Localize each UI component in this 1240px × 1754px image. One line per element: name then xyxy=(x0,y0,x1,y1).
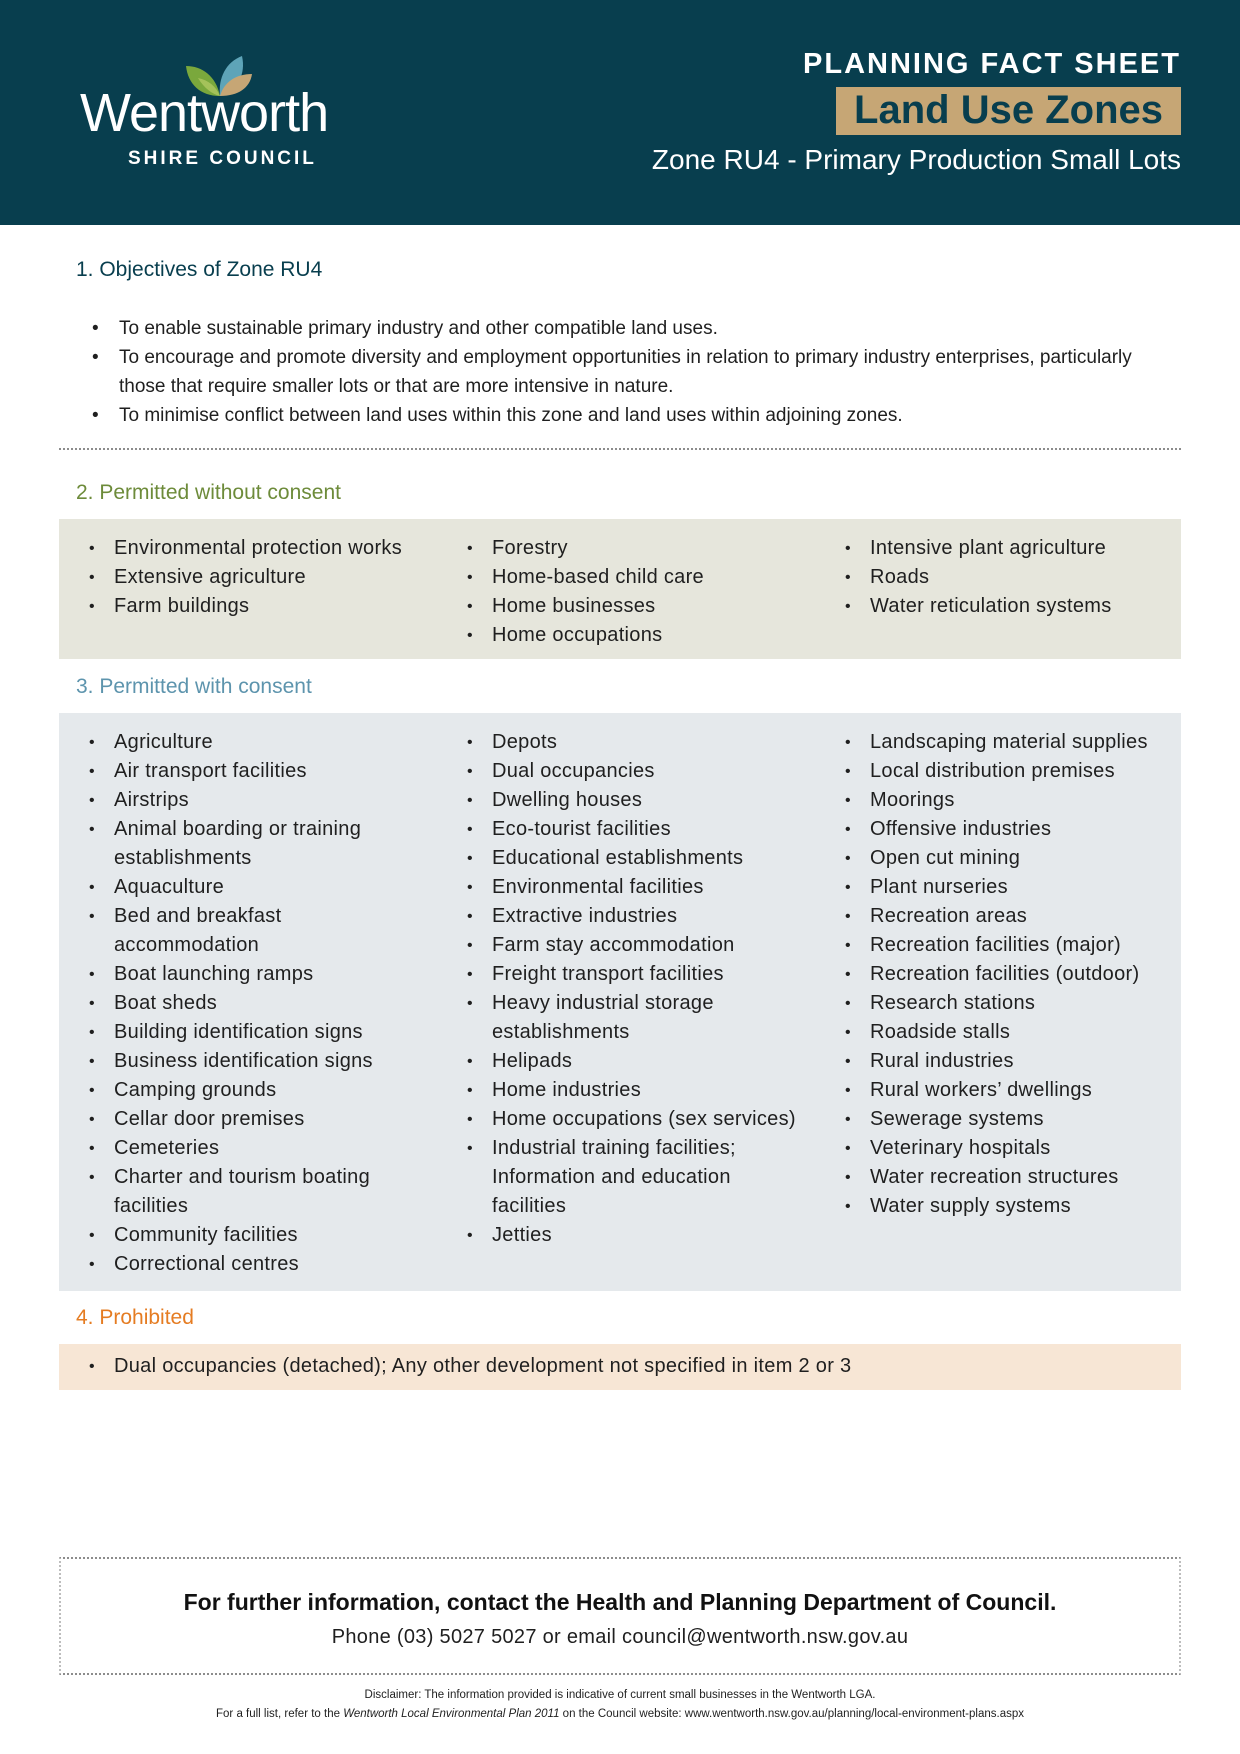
list-item: • Freight transport facilities xyxy=(467,960,807,989)
list-item: • Farm buildings xyxy=(89,592,419,621)
lep-title: Wentworth Local Environmental Plan 2011 xyxy=(343,1708,560,1720)
list-item: • Research stations xyxy=(845,989,1175,1018)
list-item: • To enable sustainable primary industry and other compatible land uses. xyxy=(92,314,1152,343)
list-item: • Industrial training facilities; Information and education facilities xyxy=(467,1134,807,1221)
without-consent-col-1 xyxy=(89,534,419,621)
list-item: • Cemeteries xyxy=(89,1134,419,1163)
list-item: • Extensive agriculture xyxy=(89,563,419,592)
list-item: • Dwelling houses xyxy=(467,786,807,815)
list-item: • Depots xyxy=(467,728,807,757)
list-item: • Home-based child care xyxy=(467,563,807,592)
list-item: • Water supply systems xyxy=(845,1192,1175,1221)
prohibited-panel xyxy=(59,1344,1181,1390)
list-item: • Recreation facilities (outdoor) xyxy=(845,960,1175,989)
zone-subtitle: Zone RU4 - Primary Production Small Lots xyxy=(651,144,1181,175)
list-item: • Jetties xyxy=(467,1221,807,1250)
list-item: • Bed and breakfast accommodation xyxy=(89,902,419,960)
list-item: • Building identification signs xyxy=(89,1018,419,1047)
list-item: • Veterinary hospitals xyxy=(845,1134,1175,1163)
list-item: • To minimise conflict between land uses within this zone and land uses within adjoining zones. xyxy=(92,401,1152,430)
list-item: • Local distribution premises xyxy=(845,757,1175,786)
list-item: • Business identification signs xyxy=(89,1047,419,1076)
with-consent-heading: 3. Permitted with consent xyxy=(76,675,312,698)
disclaimer-line-1: Disclaimer: The information provided is indicative of current small businesses in the Wentworth LGA. xyxy=(364,1689,876,1701)
list-item: • Dual occupancies xyxy=(467,757,807,786)
list-item: • Animal boarding or training establishments xyxy=(89,815,419,873)
list-item: • Landscaping material supplies xyxy=(845,728,1175,757)
objectives-heading: 1. Objectives of Zone RU4 xyxy=(76,258,323,281)
list-item: • Home businesses xyxy=(467,592,807,621)
list-item: • Airstrips xyxy=(89,786,419,815)
council-website-text: on the Council website: www.wentworth.nsw.gov.au/planning/local-environment-plans.aspx xyxy=(559,1708,1024,1720)
list-item: • Plant nurseries xyxy=(845,873,1175,902)
list-item: • Moorings xyxy=(845,786,1175,815)
without-consent-panel xyxy=(59,519,1181,659)
list-item: • Aquaculture xyxy=(89,873,419,902)
list-item: • Roads xyxy=(845,563,1175,592)
list-item: • Intensive plant agriculture xyxy=(845,534,1175,563)
land-use-zones-title: Land Use Zones xyxy=(836,87,1181,135)
list-item: • Camping grounds xyxy=(89,1076,419,1105)
list-item: • Home occupations xyxy=(467,621,807,650)
list-item: • Boat sheds xyxy=(89,989,419,1018)
list-item: • Home occupations (sex services) xyxy=(467,1105,807,1134)
without-consent-col-2 xyxy=(467,534,807,650)
contact-details: Phone (03) 5027 5027 or email council@wentworth.nsw.gov.au xyxy=(331,1626,909,1648)
list-item: • Eco-tourist facilities xyxy=(467,815,807,844)
council-logo xyxy=(80,52,380,182)
prohibited-list xyxy=(89,1352,1169,1381)
objectives-list xyxy=(92,314,1152,430)
logo-wordmark: Wentworth xyxy=(80,83,329,143)
prohibited-heading: 4. Prohibited xyxy=(76,1306,194,1329)
with-consent-panel xyxy=(59,713,1181,1291)
header-banner xyxy=(0,0,1240,225)
list-item: • Dual occupancies (detached); Any other development not specified in item 2 or 3 xyxy=(89,1352,1169,1381)
list-item: • Recreation areas xyxy=(845,902,1175,931)
list-item: • Rural industries xyxy=(845,1047,1175,1076)
section-divider xyxy=(59,448,1181,450)
list-item: • Recreation facilities (major) xyxy=(845,931,1175,960)
disclaimer-line-2 xyxy=(0,1705,1240,1724)
list-item: • Forestry xyxy=(467,534,807,563)
contact-heading: For further information, contact the Health and Planning Department of Council. xyxy=(183,1589,1057,1615)
fact-sheet-title: PLANNING FACT SHEET xyxy=(803,48,1181,80)
list-item: • Rural workers’ dwellings xyxy=(845,1076,1175,1105)
list-item: • Open cut mining xyxy=(845,844,1175,873)
without-consent-col-3 xyxy=(845,534,1175,621)
list-item: • Roadside stalls xyxy=(845,1018,1175,1047)
list-item: • Heavy industrial storage establishments xyxy=(467,989,807,1047)
with-consent-col-3 xyxy=(845,728,1175,1221)
contact-box xyxy=(59,1557,1181,1675)
list-item: • Farm stay accommodation xyxy=(467,931,807,960)
list-item: • Educational establishments xyxy=(467,844,807,873)
list-item: • To encourage and promote diversity and employment opportunities in relation to primary industry enterprises, particularly those that require smaller lots or that are more intensive in nature. xyxy=(92,343,1152,401)
list-item: • Charter and tourism boating facilities xyxy=(89,1163,419,1221)
with-consent-col-1 xyxy=(89,728,419,1279)
list-item: • Home industries xyxy=(467,1076,807,1105)
logo-subtitle: SHIRE COUNCIL xyxy=(128,148,317,169)
list-item: • Water reticulation systems xyxy=(845,592,1175,621)
list-item: • Sewerage systems xyxy=(845,1105,1175,1134)
list-item: • Environmental facilities xyxy=(467,873,807,902)
list-item: • Air transport facilities xyxy=(89,757,419,786)
without-consent-heading: 2. Permitted without consent xyxy=(76,481,341,504)
list-item: • Correctional centres xyxy=(89,1250,419,1279)
list-item: • Water recreation structures xyxy=(845,1163,1175,1192)
disclaimer xyxy=(0,1686,1240,1724)
disclaimer-text: For a full list, refer to the xyxy=(216,1708,344,1720)
with-consent-col-2 xyxy=(467,728,807,1250)
list-item: • Cellar door premises xyxy=(89,1105,419,1134)
list-item: • Offensive industries xyxy=(845,815,1175,844)
list-item: • Agriculture xyxy=(89,728,419,757)
list-item: • Helipads xyxy=(467,1047,807,1076)
header-titles xyxy=(652,50,1181,176)
list-item: • Extractive industries xyxy=(467,902,807,931)
list-item: • Boat launching ramps xyxy=(89,960,419,989)
list-item: • Community facilities xyxy=(89,1221,419,1250)
list-item: • Environmental protection works xyxy=(89,534,419,563)
